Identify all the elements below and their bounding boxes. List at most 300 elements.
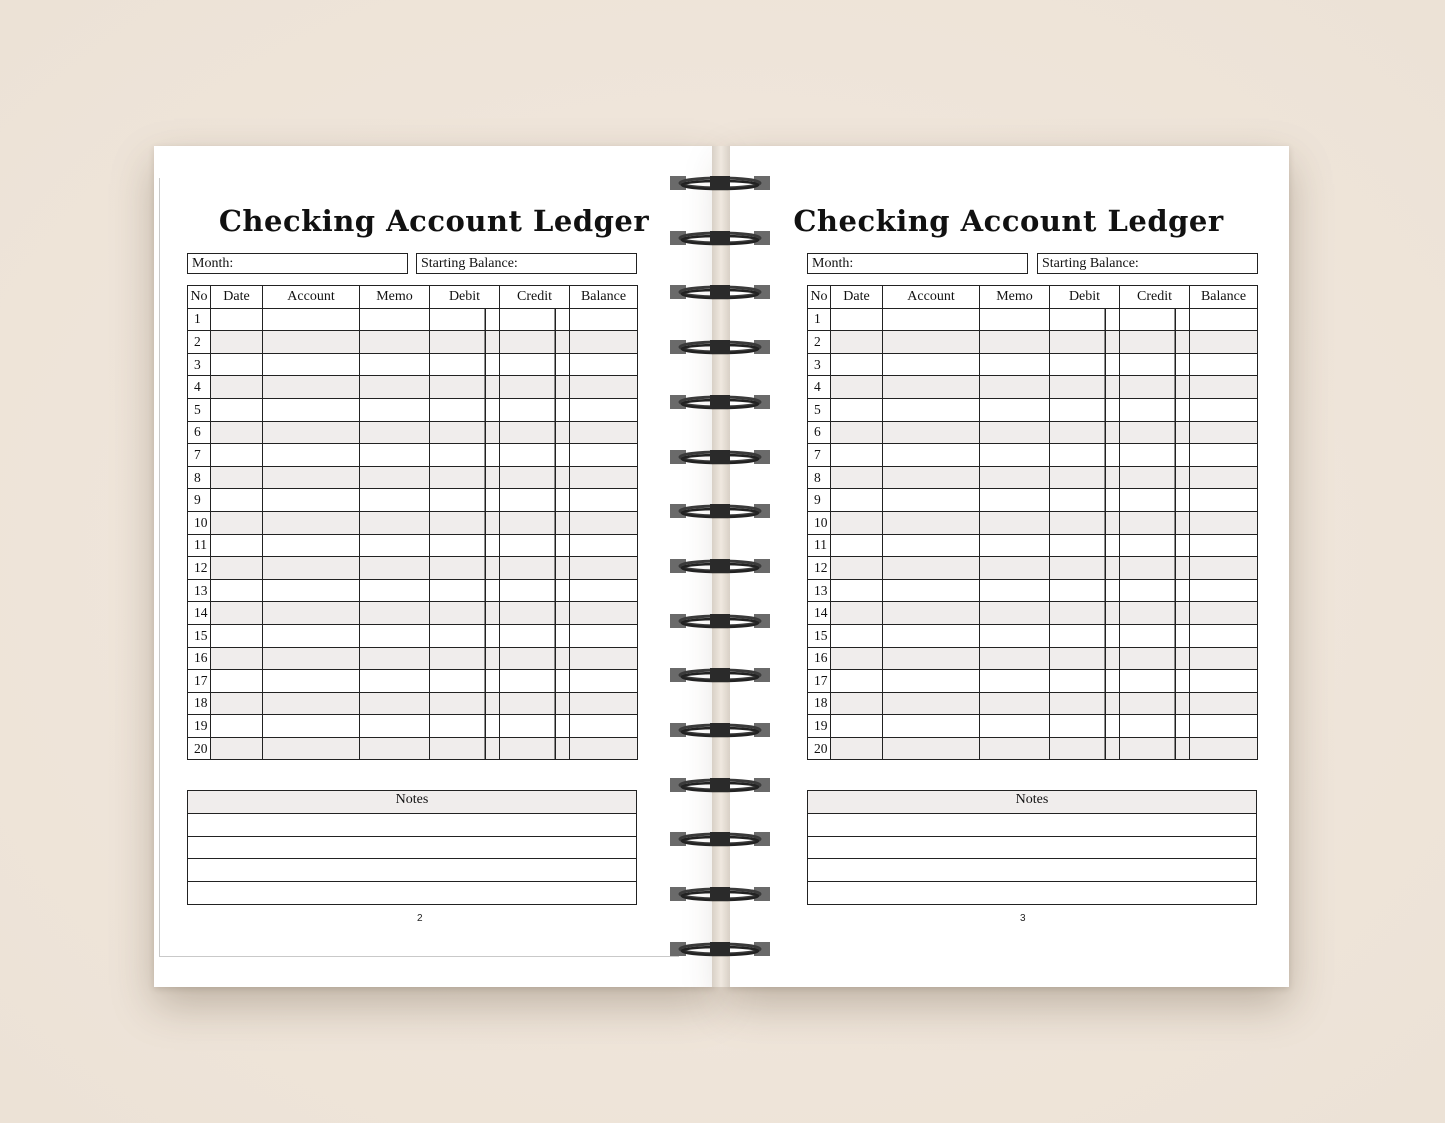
ledger-cell-account[interactable] bbox=[263, 444, 360, 467]
ledger-cell-memo[interactable] bbox=[360, 692, 430, 715]
ledger-cell-date[interactable] bbox=[831, 670, 883, 693]
table-row bbox=[188, 534, 638, 557]
ledger-cell-account[interactable] bbox=[263, 579, 360, 602]
ledger-cell-credit[interactable] bbox=[500, 670, 570, 693]
column-header-account: Account bbox=[883, 286, 980, 309]
ledger-cell-date[interactable] bbox=[831, 557, 883, 580]
ledger-cell-debit[interactable] bbox=[1050, 511, 1120, 534]
binder-ring-icon bbox=[670, 229, 770, 249]
ledger-cell-account[interactable] bbox=[263, 692, 360, 715]
binder-ring-icon bbox=[670, 721, 770, 741]
row-number: 18 bbox=[808, 692, 831, 715]
ledger-cell-account[interactable] bbox=[263, 557, 360, 580]
ledger-cell-memo[interactable] bbox=[980, 489, 1050, 512]
ledger-cell-credit[interactable] bbox=[500, 444, 570, 467]
ledger-cell-account[interactable] bbox=[883, 557, 980, 580]
ledger-cell-balance[interactable] bbox=[570, 466, 638, 489]
ledger-cell-memo[interactable] bbox=[360, 421, 430, 444]
ledger-cell-date[interactable] bbox=[831, 715, 883, 738]
ledger-cell-date[interactable] bbox=[211, 647, 263, 670]
ledger-cell-balance[interactable] bbox=[570, 557, 638, 580]
ledger-cell-balance[interactable] bbox=[570, 737, 638, 760]
row-number: 20 bbox=[808, 737, 831, 760]
ledger-cell-memo[interactable] bbox=[360, 398, 430, 421]
ledger-cell-account[interactable] bbox=[263, 308, 360, 331]
month-field[interactable] bbox=[807, 253, 1028, 274]
ledger-cell-account[interactable] bbox=[263, 466, 360, 489]
ledger-cell-date[interactable] bbox=[211, 444, 263, 467]
ledger-cell-credit[interactable] bbox=[500, 398, 570, 421]
ledger-cell-balance[interactable] bbox=[570, 534, 638, 557]
ledger-cell-memo[interactable] bbox=[360, 308, 430, 331]
ledger-cell-date[interactable] bbox=[831, 511, 883, 534]
notes-line[interactable] bbox=[808, 859, 1256, 882]
ledger-cell-date[interactable] bbox=[211, 511, 263, 534]
ledger-cell-memo[interactable] bbox=[360, 534, 430, 557]
ledger-cell-memo[interactable] bbox=[360, 557, 430, 580]
ledger-cell-date[interactable] bbox=[831, 489, 883, 512]
ledger-cell-credit[interactable] bbox=[500, 376, 570, 399]
ledger-cell-credit[interactable] bbox=[1120, 511, 1190, 534]
binder-ring-icon bbox=[670, 338, 770, 358]
binder-ring-icon bbox=[670, 448, 770, 468]
ledger-cell-memo[interactable] bbox=[980, 444, 1050, 467]
ledger-cell-debit[interactable] bbox=[430, 444, 500, 467]
ledger-cell-account[interactable] bbox=[883, 331, 980, 354]
ledger-cell-date[interactable] bbox=[831, 353, 883, 376]
ledger-cell-account[interactable] bbox=[883, 489, 980, 512]
column-header-date: Date bbox=[211, 286, 263, 309]
ledger-cell-debit[interactable] bbox=[1050, 353, 1120, 376]
row-number: 12 bbox=[188, 557, 211, 580]
ledger-cell-memo[interactable] bbox=[360, 579, 430, 602]
ledger-cell-credit[interactable] bbox=[1120, 353, 1190, 376]
ledger-cell-credit[interactable] bbox=[500, 489, 570, 512]
page-title: Checking Account Ledger bbox=[793, 204, 1224, 238]
ledger-cell-date[interactable] bbox=[831, 466, 883, 489]
ledger-cell-credit[interactable] bbox=[500, 353, 570, 376]
binder-ring-icon bbox=[670, 940, 770, 960]
ledger-cell-debit[interactable] bbox=[430, 624, 500, 647]
ledger-cell-account[interactable] bbox=[883, 376, 980, 399]
ledger-cell-debit[interactable] bbox=[430, 647, 500, 670]
ledger-cell-balance[interactable] bbox=[570, 715, 638, 738]
row-number: 20 bbox=[188, 737, 211, 760]
ledger-cell-debit[interactable] bbox=[1050, 421, 1120, 444]
ledger-cell-account[interactable] bbox=[263, 715, 360, 738]
ledger-cell-account[interactable] bbox=[883, 534, 980, 557]
ledger-cell-date[interactable] bbox=[831, 692, 883, 715]
ledger-cell-balance[interactable] bbox=[1190, 647, 1258, 670]
ledger-cell-debit[interactable] bbox=[1050, 579, 1120, 602]
ledger-cell-account[interactable] bbox=[883, 692, 980, 715]
ledger-cell-credit[interactable] bbox=[500, 715, 570, 738]
ledger-cell-date[interactable] bbox=[211, 670, 263, 693]
ledger-cell-date[interactable] bbox=[211, 557, 263, 580]
ledger-cell-credit[interactable] bbox=[500, 579, 570, 602]
page-title: Checking Account Ledger bbox=[218, 204, 650, 238]
binder-ring-icon bbox=[670, 830, 770, 850]
ledger-cell-account[interactable] bbox=[263, 376, 360, 399]
ledger-cell-credit[interactable] bbox=[1120, 624, 1190, 647]
ledger-cell-account[interactable] bbox=[883, 602, 980, 625]
ledger-cell-account[interactable] bbox=[883, 308, 980, 331]
ledger-cell-debit[interactable] bbox=[430, 353, 500, 376]
row-number: 9 bbox=[808, 489, 831, 512]
ledger-cell-debit[interactable] bbox=[430, 670, 500, 693]
ledger-cell-credit[interactable] bbox=[1120, 602, 1190, 625]
ledger-cell-debit[interactable] bbox=[1050, 647, 1120, 670]
ledger-cell-date[interactable] bbox=[831, 602, 883, 625]
ledger-cell-credit[interactable] bbox=[1120, 376, 1190, 399]
ledger-cell-account[interactable] bbox=[263, 602, 360, 625]
table-row bbox=[808, 602, 1258, 625]
table-row bbox=[188, 308, 638, 331]
ledger-cell-balance[interactable] bbox=[1190, 353, 1258, 376]
ledger-cell-date[interactable] bbox=[831, 534, 883, 557]
ledger-cell-credit[interactable] bbox=[1120, 692, 1190, 715]
starting-balance-label: Starting Balance: bbox=[1042, 256, 1139, 271]
ledger-cell-date[interactable] bbox=[831, 579, 883, 602]
ledger-cell-credit[interactable] bbox=[1120, 489, 1190, 512]
ledger-cell-debit[interactable] bbox=[430, 489, 500, 512]
ledger-cell-account[interactable] bbox=[883, 670, 980, 693]
column-header-no: No bbox=[188, 286, 211, 309]
ledger-cell-account[interactable] bbox=[883, 715, 980, 738]
ledger-cell-debit[interactable] bbox=[1050, 398, 1120, 421]
ledger-cell-credit[interactable] bbox=[1120, 715, 1190, 738]
ledger-cell-memo[interactable] bbox=[980, 421, 1050, 444]
ledger-cell-credit[interactable] bbox=[1120, 308, 1190, 331]
ledger-cell-date[interactable] bbox=[831, 308, 883, 331]
ledger-cell-balance[interactable] bbox=[570, 602, 638, 625]
ledger-cell-balance[interactable] bbox=[570, 353, 638, 376]
ledger-cell-debit[interactable] bbox=[430, 376, 500, 399]
ledger-cell-date[interactable] bbox=[211, 331, 263, 354]
ledger-cell-debit[interactable] bbox=[1050, 624, 1120, 647]
ledger-cell-date[interactable] bbox=[211, 715, 263, 738]
starting-balance-field[interactable] bbox=[416, 253, 637, 274]
ledger-cell-memo[interactable] bbox=[980, 534, 1050, 557]
ledger-cell-date[interactable] bbox=[211, 421, 263, 444]
ledger-cell-account[interactable] bbox=[263, 624, 360, 647]
ledger-cell-date[interactable] bbox=[211, 489, 263, 512]
ledger-cell-credit[interactable] bbox=[1120, 579, 1190, 602]
ledger-cell-balance[interactable] bbox=[1190, 398, 1258, 421]
ledger-cell-balance[interactable] bbox=[570, 398, 638, 421]
notes-line[interactable] bbox=[808, 814, 1256, 837]
ledger-cell-account[interactable] bbox=[883, 466, 980, 489]
row-number: 5 bbox=[808, 398, 831, 421]
binder-ring-icon bbox=[670, 502, 770, 522]
table-row bbox=[188, 557, 638, 580]
ledger-cell-debit[interactable] bbox=[1050, 489, 1120, 512]
table-row bbox=[188, 466, 638, 489]
ledger-cell-date[interactable] bbox=[211, 692, 263, 715]
ledger-cell-credit[interactable] bbox=[500, 557, 570, 580]
ledger-cell-memo[interactable] bbox=[980, 624, 1050, 647]
ledger-cell-debit[interactable] bbox=[1050, 602, 1120, 625]
table-row bbox=[808, 308, 1258, 331]
ledger-cell-memo[interactable] bbox=[980, 331, 1050, 354]
ledger-cell-credit[interactable] bbox=[1120, 737, 1190, 760]
binder-ring-icon bbox=[670, 393, 770, 413]
ledger-cell-credit[interactable] bbox=[1120, 670, 1190, 693]
ledger-cell-balance[interactable] bbox=[1190, 624, 1258, 647]
ledger-cell-memo[interactable] bbox=[360, 331, 430, 354]
ledger-cell-balance[interactable] bbox=[1190, 511, 1258, 534]
ledger-cell-memo[interactable] bbox=[360, 647, 430, 670]
ledger-cell-debit[interactable] bbox=[430, 421, 500, 444]
ledger-cell-account[interactable] bbox=[263, 489, 360, 512]
row-number: 14 bbox=[808, 602, 831, 625]
ledger-cell-memo[interactable] bbox=[980, 376, 1050, 399]
ledger-cell-date[interactable] bbox=[211, 398, 263, 421]
ledger-cell-memo[interactable] bbox=[980, 602, 1050, 625]
ledger-cell-date[interactable] bbox=[211, 579, 263, 602]
column-header-balance: Balance bbox=[1190, 286, 1258, 309]
ledger-cell-credit[interactable] bbox=[1120, 331, 1190, 354]
ledger-cell-account[interactable] bbox=[263, 737, 360, 760]
ledger-cell-memo[interactable] bbox=[360, 715, 430, 738]
ledger-cell-memo[interactable] bbox=[360, 489, 430, 512]
binder-ring-icon bbox=[670, 666, 770, 686]
table-row bbox=[808, 353, 1258, 376]
ledger-cell-memo[interactable] bbox=[980, 647, 1050, 670]
ledger-cell-date[interactable] bbox=[831, 398, 883, 421]
ledger-cell-account[interactable] bbox=[263, 331, 360, 354]
ledger-cell-credit[interactable] bbox=[1120, 647, 1190, 670]
ledger-cell-balance[interactable] bbox=[1190, 466, 1258, 489]
row-number: 17 bbox=[808, 670, 831, 693]
ledger-cell-credit[interactable] bbox=[500, 511, 570, 534]
ledger-cell-balance[interactable] bbox=[1190, 602, 1258, 625]
notes-line[interactable] bbox=[188, 859, 636, 882]
ledger-cell-balance[interactable] bbox=[1190, 534, 1258, 557]
ledger-cell-date[interactable] bbox=[211, 376, 263, 399]
ledger-cell-credit[interactable] bbox=[1120, 398, 1190, 421]
ledger-cell-debit[interactable] bbox=[430, 737, 500, 760]
ledger-cell-date[interactable] bbox=[831, 421, 883, 444]
ledger-cell-balance[interactable] bbox=[1190, 376, 1258, 399]
ledger-cell-date[interactable] bbox=[831, 444, 883, 467]
row-number: 13 bbox=[188, 579, 211, 602]
ledger-cell-debit[interactable] bbox=[430, 579, 500, 602]
ledger-cell-credit[interactable] bbox=[500, 308, 570, 331]
ledger-cell-debit[interactable] bbox=[1050, 534, 1120, 557]
binder-ring-icon bbox=[670, 776, 770, 796]
ledger-cell-credit[interactable] bbox=[500, 737, 570, 760]
ledger-cell-debit[interactable] bbox=[430, 308, 500, 331]
ledger-cell-balance[interactable] bbox=[1190, 421, 1258, 444]
ledger-cell-date[interactable] bbox=[211, 737, 263, 760]
ledger-cell-memo[interactable] bbox=[360, 670, 430, 693]
ledger-cell-memo[interactable] bbox=[360, 353, 430, 376]
ledger-cell-balance[interactable] bbox=[570, 692, 638, 715]
ledger-cell-account[interactable] bbox=[263, 534, 360, 557]
ledger-cell-account[interactable] bbox=[263, 511, 360, 534]
ledger-cell-debit[interactable] bbox=[430, 466, 500, 489]
ledger-cell-debit[interactable] bbox=[1050, 331, 1120, 354]
ledger-cell-date[interactable] bbox=[211, 466, 263, 489]
ledger-cell-memo[interactable] bbox=[360, 444, 430, 467]
ledger-cell-credit[interactable] bbox=[500, 624, 570, 647]
ledger-cell-balance[interactable] bbox=[1190, 715, 1258, 738]
ledger-cell-debit[interactable] bbox=[430, 331, 500, 354]
notes-line[interactable] bbox=[188, 882, 636, 905]
ledger-cell-account[interactable] bbox=[883, 579, 980, 602]
ledger-cell-memo[interactable] bbox=[360, 624, 430, 647]
ledger-cell-credit[interactable] bbox=[1120, 557, 1190, 580]
table-row bbox=[188, 692, 638, 715]
row-number: 1 bbox=[808, 308, 831, 331]
ledger-cell-credit[interactable] bbox=[500, 647, 570, 670]
ledger-cell-account[interactable] bbox=[883, 353, 980, 376]
ledger-cell-memo[interactable] bbox=[980, 715, 1050, 738]
ledger-cell-memo[interactable] bbox=[980, 737, 1050, 760]
ledger-cell-memo[interactable] bbox=[360, 737, 430, 760]
ledger-cell-date[interactable] bbox=[831, 331, 883, 354]
ledger-cell-memo[interactable] bbox=[980, 466, 1050, 489]
table-row bbox=[188, 715, 638, 738]
ledger-cell-balance[interactable] bbox=[570, 670, 638, 693]
ledger-cell-debit[interactable] bbox=[1050, 715, 1120, 738]
ledger-cell-account[interactable] bbox=[263, 353, 360, 376]
ledger-cell-balance[interactable] bbox=[1190, 692, 1258, 715]
ledger-cell-memo[interactable] bbox=[980, 511, 1050, 534]
ledger-cell-account[interactable] bbox=[883, 511, 980, 534]
ledger-cell-memo[interactable] bbox=[980, 308, 1050, 331]
ledger-cell-memo[interactable] bbox=[980, 353, 1050, 376]
ledger-cell-debit[interactable] bbox=[1050, 444, 1120, 467]
ledger-cell-date[interactable] bbox=[211, 624, 263, 647]
ledger-cell-balance[interactable] bbox=[570, 376, 638, 399]
ledger-cell-debit[interactable] bbox=[430, 511, 500, 534]
ledger-cell-debit[interactable] bbox=[430, 534, 500, 557]
column-header-debit: Debit bbox=[1050, 286, 1120, 309]
ledger-cell-account[interactable] bbox=[883, 398, 980, 421]
ledger-cell-debit[interactable] bbox=[430, 602, 500, 625]
ledger-cell-date[interactable] bbox=[211, 308, 263, 331]
ledger-cell-memo[interactable] bbox=[360, 602, 430, 625]
month-field[interactable] bbox=[187, 253, 408, 274]
ledger-cell-debit[interactable] bbox=[430, 557, 500, 580]
notes-line[interactable] bbox=[808, 837, 1256, 860]
ledger-cell-account[interactable] bbox=[883, 421, 980, 444]
ledger-cell-debit[interactable] bbox=[1050, 670, 1120, 693]
ledger-cell-balance[interactable] bbox=[570, 624, 638, 647]
ledger-cell-debit[interactable] bbox=[1050, 376, 1120, 399]
row-number: 17 bbox=[188, 670, 211, 693]
ledger-cell-memo[interactable] bbox=[980, 692, 1050, 715]
ledger-cell-account[interactable] bbox=[883, 624, 980, 647]
ledger-cell-debit[interactable] bbox=[1050, 466, 1120, 489]
ledger-cell-debit[interactable] bbox=[1050, 308, 1120, 331]
ledger-cell-balance[interactable] bbox=[1190, 737, 1258, 760]
ledger-cell-balance[interactable] bbox=[1190, 489, 1258, 512]
row-number: 5 bbox=[188, 398, 211, 421]
ledger-cell-memo[interactable] bbox=[980, 579, 1050, 602]
ledger-cell-debit[interactable] bbox=[1050, 737, 1120, 760]
ledger-cell-balance[interactable] bbox=[570, 511, 638, 534]
notes-line[interactable] bbox=[808, 882, 1256, 905]
ledger-cell-balance[interactable] bbox=[570, 579, 638, 602]
month-label: Month: bbox=[192, 256, 234, 271]
ledger-cell-balance[interactable] bbox=[570, 421, 638, 444]
ledger-cell-credit[interactable] bbox=[500, 534, 570, 557]
ledger-cell-memo[interactable] bbox=[360, 511, 430, 534]
ledger-cell-account[interactable] bbox=[883, 444, 980, 467]
table-row bbox=[188, 489, 638, 512]
ledger-cell-account[interactable] bbox=[263, 647, 360, 670]
ledger-cell-memo[interactable] bbox=[980, 398, 1050, 421]
ledger-cell-debit[interactable] bbox=[1050, 557, 1120, 580]
ledger-cell-debit[interactable] bbox=[430, 398, 500, 421]
ledger-cell-account[interactable] bbox=[883, 647, 980, 670]
ledger-cell-credit[interactable] bbox=[1120, 444, 1190, 467]
ledger-cell-credit[interactable] bbox=[1120, 466, 1190, 489]
ledger-cell-credit[interactable] bbox=[1120, 421, 1190, 444]
ledger-cell-credit[interactable] bbox=[500, 466, 570, 489]
ledger-cell-memo[interactable] bbox=[360, 376, 430, 399]
ledger-cell-balance[interactable] bbox=[1190, 557, 1258, 580]
ledger-cell-balance[interactable] bbox=[570, 308, 638, 331]
ledger-cell-balance[interactable] bbox=[1190, 670, 1258, 693]
ledger-cell-balance[interactable] bbox=[1190, 308, 1258, 331]
ledger-cell-debit[interactable] bbox=[1050, 692, 1120, 715]
row-number: 11 bbox=[808, 534, 831, 557]
ledger-cell-credit[interactable] bbox=[500, 692, 570, 715]
ledger-cell-account[interactable] bbox=[263, 421, 360, 444]
ledger-cell-date[interactable] bbox=[211, 353, 263, 376]
ledger-cell-date[interactable] bbox=[211, 602, 263, 625]
table-row bbox=[808, 331, 1258, 354]
ledger-cell-memo[interactable] bbox=[980, 557, 1050, 580]
ledger-cell-date[interactable] bbox=[831, 647, 883, 670]
table-row bbox=[808, 511, 1258, 534]
table-row bbox=[188, 331, 638, 354]
ledger-cell-credit[interactable] bbox=[500, 421, 570, 444]
ledger-cell-balance[interactable] bbox=[1190, 579, 1258, 602]
notes-line[interactable] bbox=[188, 837, 636, 860]
ledger-cell-account[interactable] bbox=[883, 737, 980, 760]
ledger-cell-balance[interactable] bbox=[570, 444, 638, 467]
row-number: 3 bbox=[188, 353, 211, 376]
ledger-cell-balance[interactable] bbox=[570, 489, 638, 512]
ledger-cell-date[interactable] bbox=[831, 737, 883, 760]
starting-balance-field[interactable] bbox=[1037, 253, 1258, 274]
ledger-cell-date[interactable] bbox=[831, 376, 883, 399]
ledger-cell-debit[interactable] bbox=[430, 692, 500, 715]
table-row bbox=[188, 647, 638, 670]
ledger-cell-balance[interactable] bbox=[570, 331, 638, 354]
ledger-cell-credit[interactable] bbox=[1120, 534, 1190, 557]
ledger-cell-memo[interactable] bbox=[980, 670, 1050, 693]
ledger-cell-date[interactable] bbox=[211, 534, 263, 557]
ledger-cell-balance[interactable] bbox=[570, 647, 638, 670]
ledger-cell-account[interactable] bbox=[263, 398, 360, 421]
ledger-cell-balance[interactable] bbox=[1190, 331, 1258, 354]
ledger-cell-account[interactable] bbox=[263, 670, 360, 693]
ledger-cell-credit[interactable] bbox=[500, 602, 570, 625]
ledger-cell-date[interactable] bbox=[831, 624, 883, 647]
notes-line[interactable] bbox=[188, 814, 636, 837]
ledger-cell-balance[interactable] bbox=[1190, 444, 1258, 467]
ledger-cell-memo[interactable] bbox=[360, 466, 430, 489]
ledger-cell-debit[interactable] bbox=[430, 715, 500, 738]
ledger-cell-credit[interactable] bbox=[500, 331, 570, 354]
column-header-credit: Credit bbox=[500, 286, 570, 309]
